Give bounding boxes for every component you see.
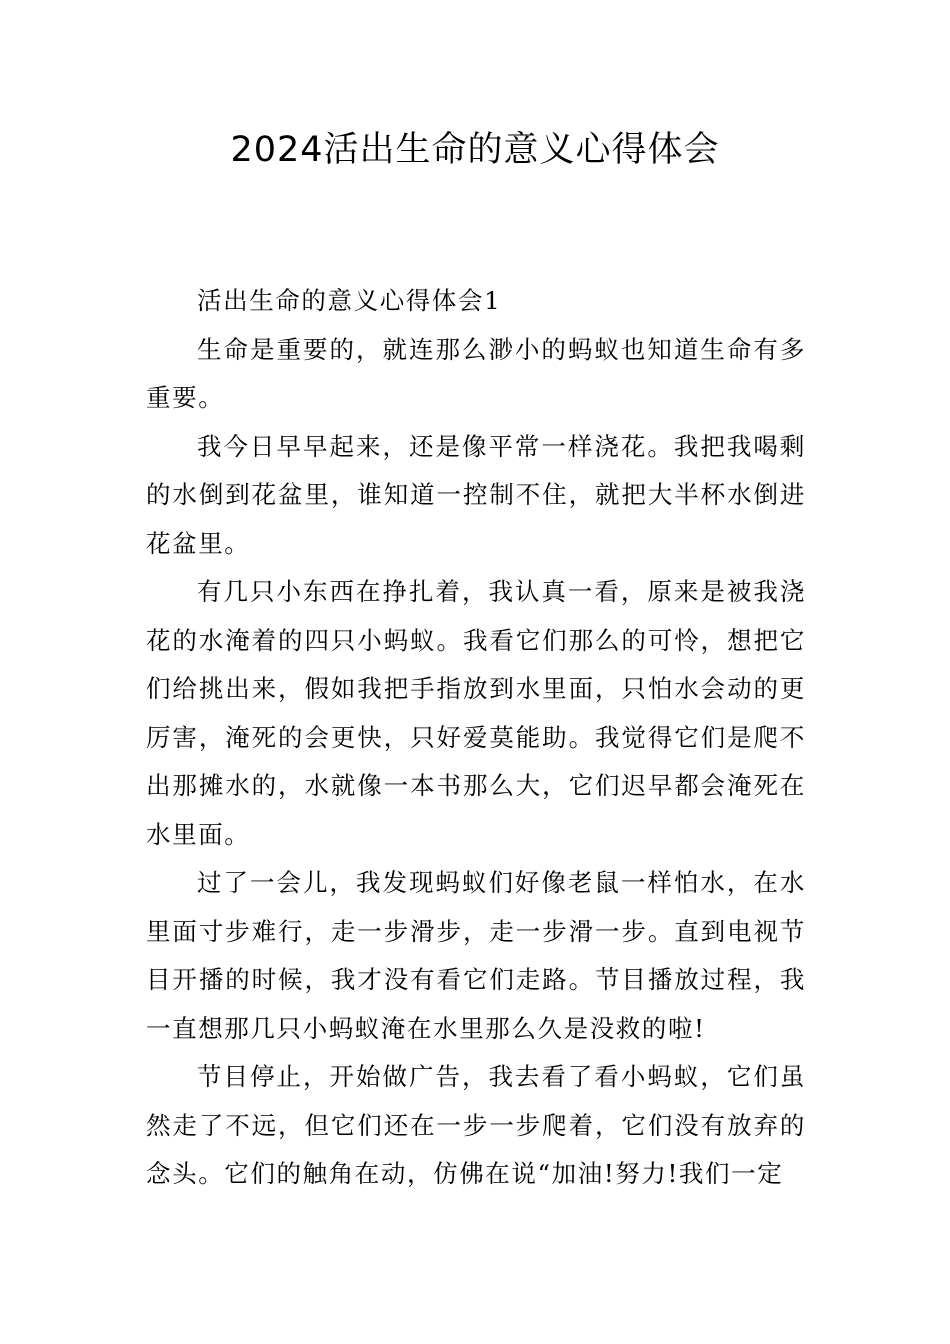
paragraph: 我今日早早起来，还是像平常一样浇花。我把我喝剩的水倒到花盆里，谁知道一控制不住，就把大半杯水倒进花盆里。 xyxy=(146,431,806,558)
document-title: 2024活出生命的意义心得体会 xyxy=(230,130,720,170)
paragraph: 生命是重要的，就连那么渺小的蚂蚁也知道生命有多重要。 xyxy=(146,334,806,412)
paragraph: 有几只小东西在挣扎着，我认真一看，原来是被我浇花的水淹着的四只小蚂蚁。我看它们那么的可怜，想把它们给挑出来，假如我把手指放到水里面，只怕水会动的更厉害，淹死的会更快，只好爱莫能助。我觉得它们是爬不出那摊水的，水就像一本书那么大，它们迟早都会淹死在水里面。 xyxy=(146,577,806,849)
section-heading: 活出生命的意义心得体会1 xyxy=(197,286,502,315)
paragraph: 过了一会儿，我发现蚂蚁们好像老鼠一样怕水，在水里面寸步难行，走一步滑步，走一步滑一步。直到电视节目开播的时候，我才没有看它们走路。节目播放过程，我一直想那几只小蚂蚁淹在水里那么久是没救的啦! xyxy=(146,868,806,1043)
document-body xyxy=(146,277,806,1199)
paragraph: 节目停止，开始做广告，我去看了看小蚂蚁，它们虽然走了不远，但它们还在一步一步爬着，它们没有放弃的念头。它们的触角在动，仿佛在说“加油!努力!我们一定 xyxy=(146,1062,806,1188)
